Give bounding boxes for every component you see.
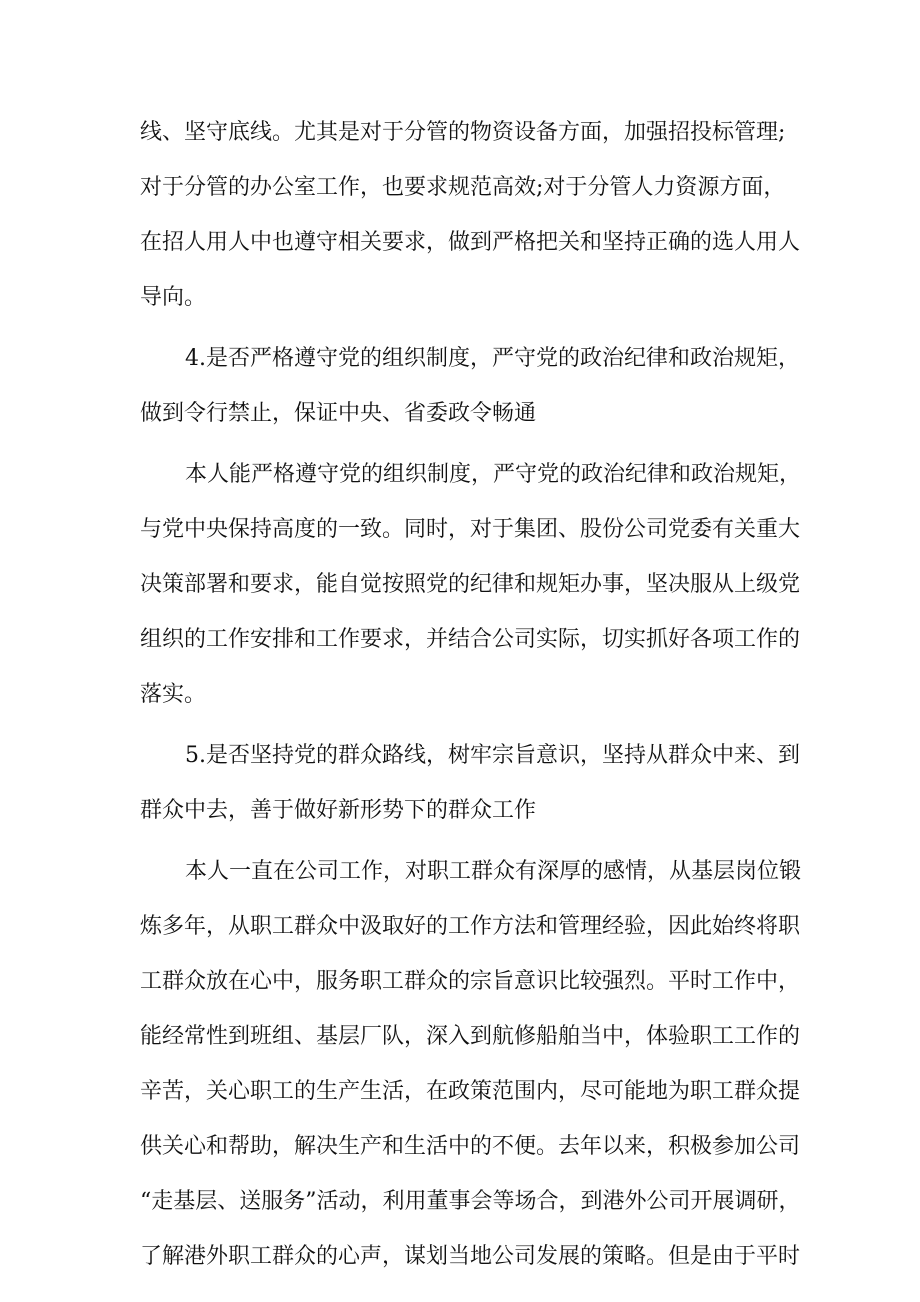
heading-5-line-2: 群众中去，善于做好新形势下的群众工作 (140, 798, 537, 823)
paragraph-3-line-6: 供关心和帮助，解决生产和生活中的不便。去年以来，积极参加公司 (140, 1134, 801, 1159)
paragraph-2-line-4: 组织的工作安排和工作要求，并结合公司实际，切实抓好各项工作的 (140, 627, 801, 652)
paragraph-1-line-4: 导向。 (140, 285, 207, 310)
heading-5-line-1: 5.是否坚持党的群众路线，树牢宗旨意识，坚持从群众中来、到 (185, 743, 800, 768)
heading-4-line-2: 做到令行禁止，保证中央、省委政令畅通 (140, 401, 537, 426)
paragraph-2-line-5: 落实。 (140, 682, 207, 707)
paragraph-3-line-1: 本人一直在公司工作，对职工群众有深厚的感情，从基层岗位锻 (185, 859, 802, 884)
heading-4-line-1: 4.是否严格遵守党的组织制度，严守党的政治纪律和政治规矩， (185, 346, 800, 371)
paragraph-2-line-2: 与党中央保持高度的一致。同时，对于集团、股份公司党委有关重大 (140, 517, 801, 542)
paragraph-1-line-1: 线、坚守底线。尤其是对于分管的物资设备方面，加强招投标管理; (140, 120, 786, 145)
paragraph-3-line-7: “走基层、送服务”活动，利用董事会等场合，到港外公司开展调研， (140, 1189, 801, 1214)
paragraph-3-line-5: 辛苦，关心职工的生产生活，在政策范围内，尽可能地为职工群众提 (140, 1079, 801, 1104)
paragraph-2-line-3: 决策部署和要求，能自觉按照党的纪律和规矩办事，坚决服从上级党 (140, 572, 801, 597)
paragraph-1-line-3: 在招人用人中也遵守相关要求，做到严格把关和坚持正确的选人用人 (140, 230, 801, 255)
paragraph-3-line-2: 炼多年，从职工群众中汲取好的工作方法和管理经验，因此始终将职 (140, 914, 801, 939)
paragraph-3-line-8: 了解港外职工群众的心声，谋划当地公司发展的策略。但是由于平时 (140, 1244, 801, 1269)
paragraph-2-line-1: 本人能严格遵守党的组织制度，严守党的政治纪律和政治规矩， (185, 462, 802, 487)
paragraph-3-line-4: 能经常性到班组、基层厂队，深入到航修船舶当中，体验职工工作的 (140, 1024, 801, 1049)
paragraph-3-line-3: 工群众放在心中，服务职工群众的宗旨意识比较强烈。平时工作中， (140, 969, 801, 994)
paragraph-1-line-2: 对于分管的办公室工作，也要求规范高效;对于分管人力资源方面， (140, 175, 786, 200)
